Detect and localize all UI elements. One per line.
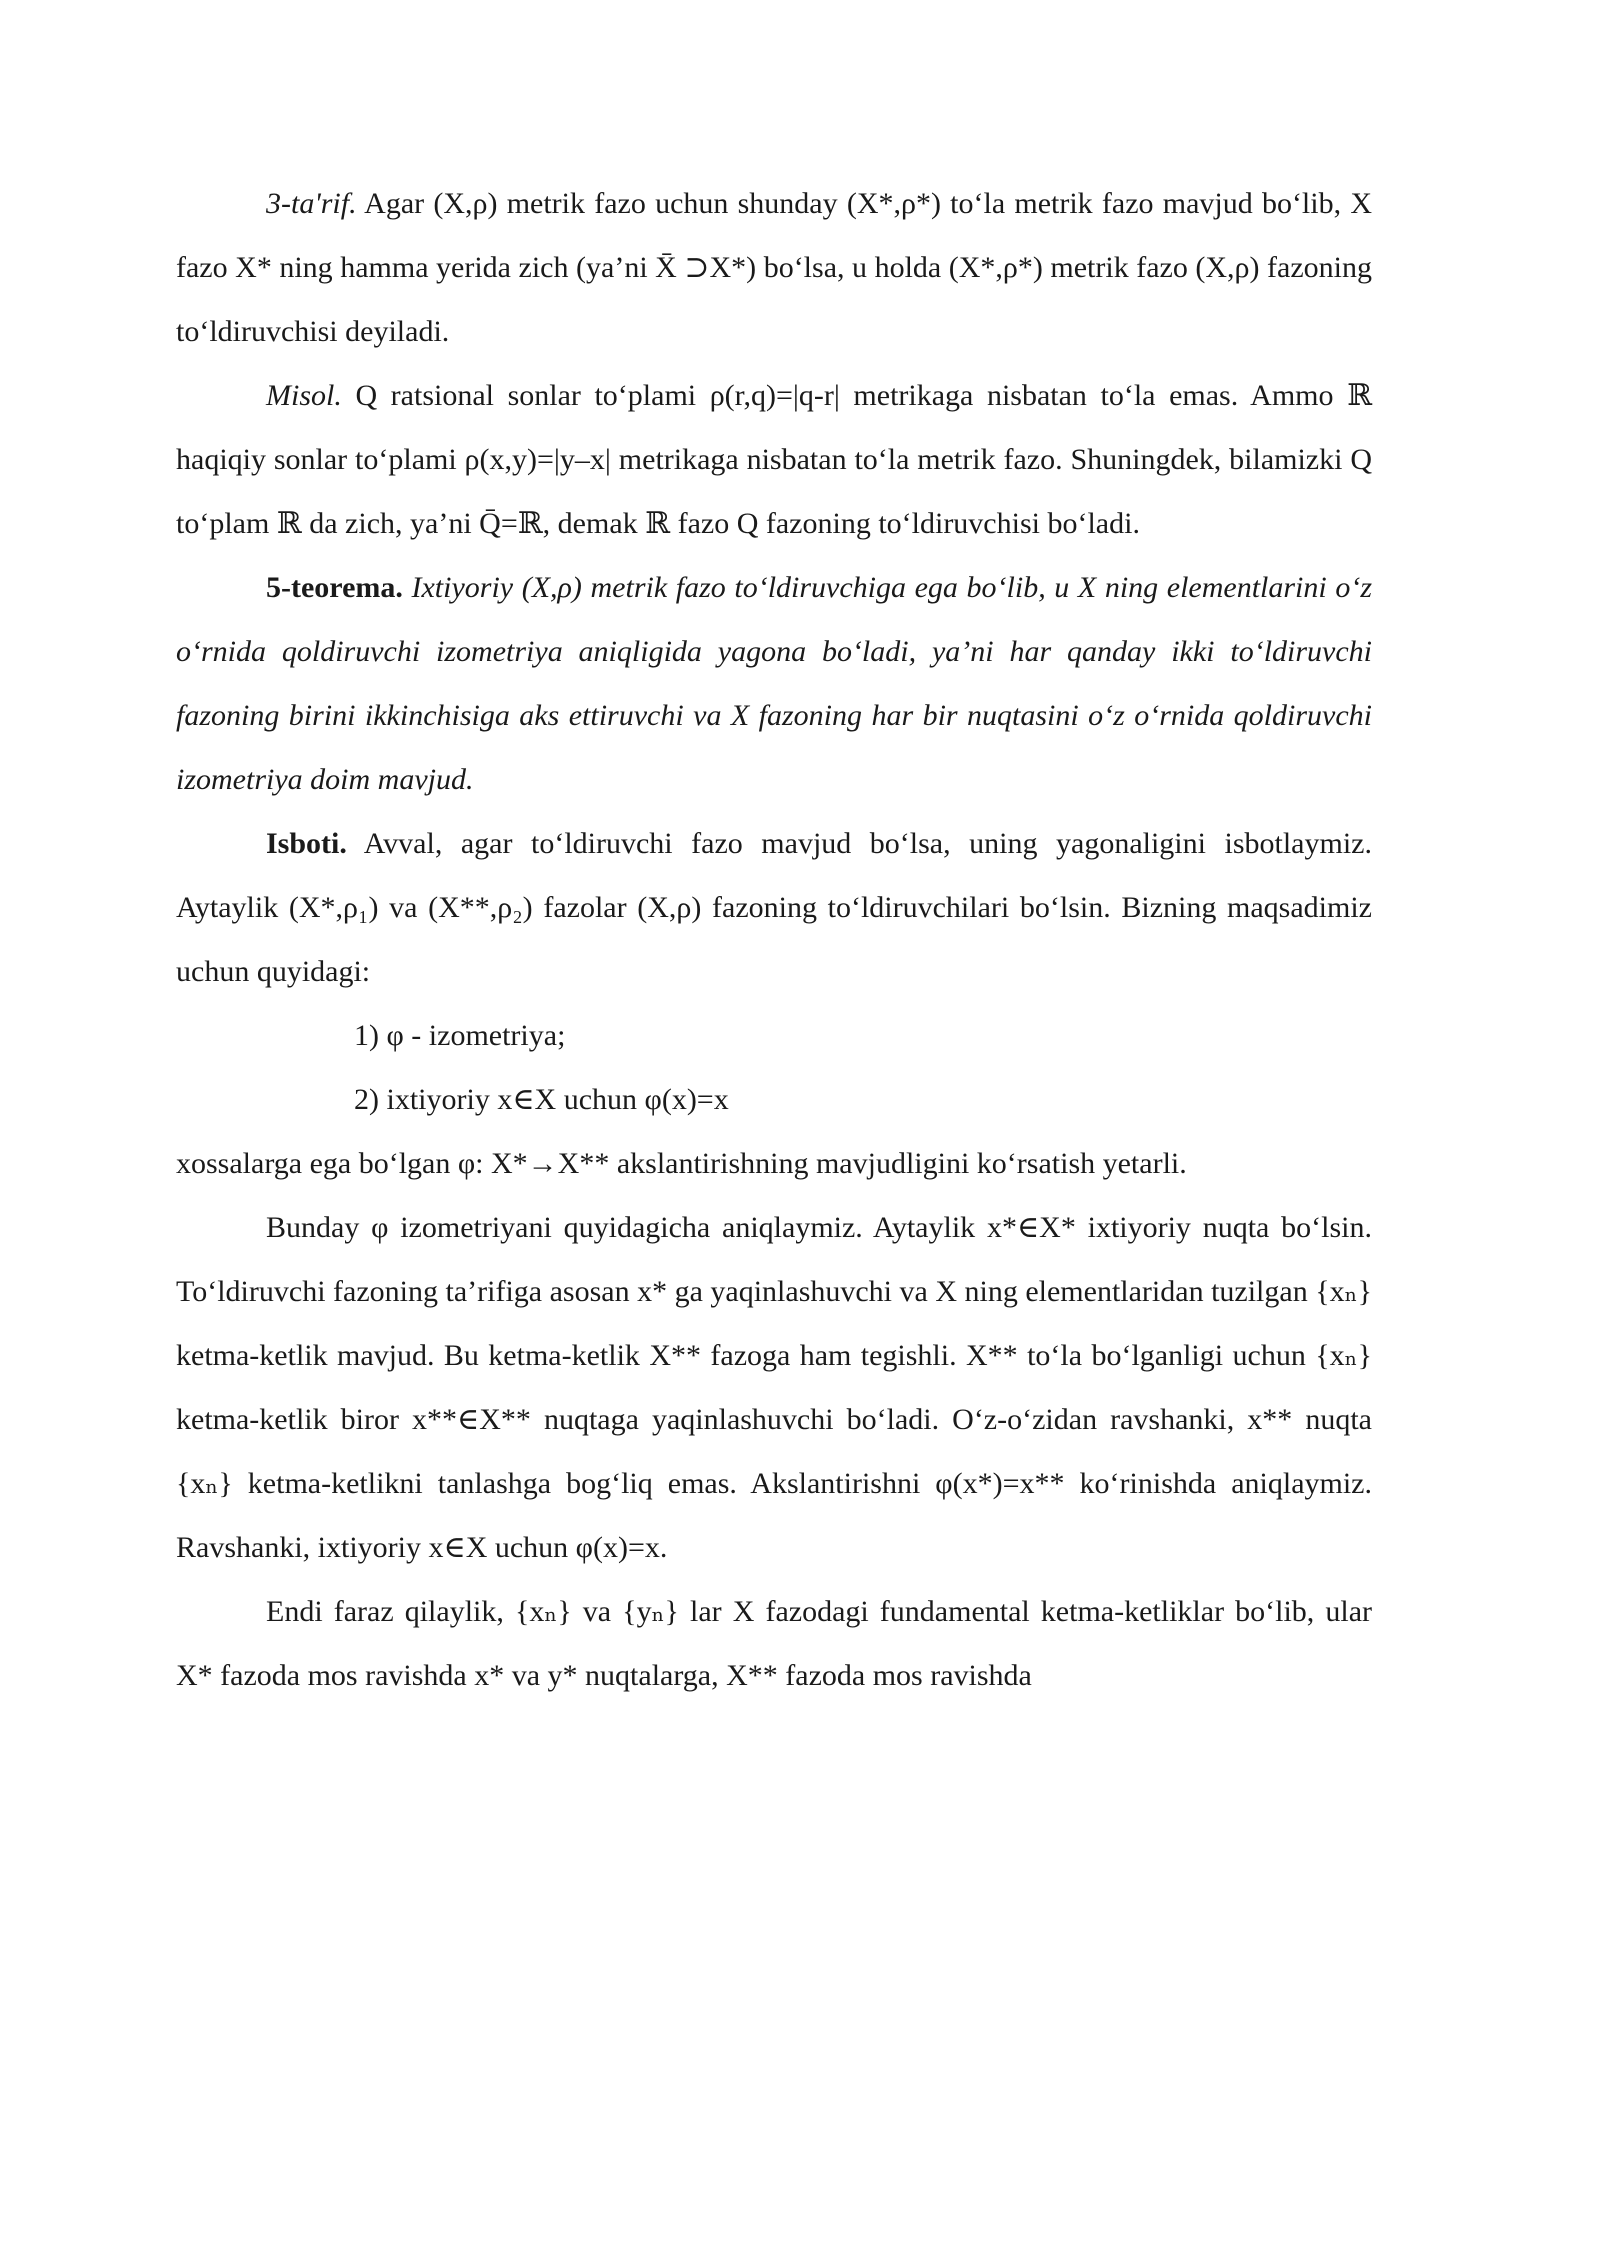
theorem-text: Ixtiyoriy (X,ρ) metrik fazo to‘ldiruvchiga ega bo‘lib, u X ning elementlarini o‘z o‘rnida qoldiruvchi izometriya aniqligida yagona bo‘ladi, ya’ni har qanday ikki to‘ldiruvchi fazoning birini ikkinchisiga aks ettiruvchi va X fazoning har bir nuqtasini o‘z o‘rnida qoldiruvchi izometriya doim mavjud. — [176, 571, 1372, 796]
isometry-paragraph: Bunday φ izometriyani quyidagicha aniqlaymiz. Aytaylik x*∈X* ixtiyoriy nuqta bo‘lsin. To‘ldiruvchi fazoning ta’rifiga asosan x* ga yaqinlashuvchi va X ning elementlaridan tuzilgan {xₙ} ketma-ketlik mavjud. Bu ketma-ketlik X** fazoga ham tegishli. X** to‘la bo‘lganligi uchun {xₙ} ketma-ketlik biror x**∈X** nuqtaga yaqinlashuvchi bo‘ladi. O‘z-o‘zidan ravshanki, x** nuqta {xₙ} ketma-ketlikni tanlashga bog‘liq emas. Akslantirishni φ(x*)=x** ko‘rinishda aniqlaymiz. Ravshanki, ixtiyoriy x∈X uchun φ(x)=x. — [176, 1211, 1372, 1564]
proof-paragraph — [176, 812, 1372, 1004]
proof-label: Isboti. — [266, 827, 347, 860]
definition-text: Agar (X,ρ) metrik fazo uchun shunday (X*,ρ*) to‘la metrik fazo mavjud bo‘lib, X fazo X* ning hamma yerida zich (ya’ni X̄ ⊃X*) bo‘lsa, u holda (X*,ρ*) metrik fazo (X,ρ) fazoning to‘ldiruvchisi deyiladi. — [176, 187, 1372, 348]
definition-label: 3-ta'rif. — [266, 187, 357, 220]
example-text: Q ratsional sonlar to‘plami ρ(r,q)=|q-r| metrikaga nisbatan to‘la emas. Ammo ℝ haqiqiy sonlar to‘plami ρ(x,y)=|y–x| metrikaga nisbatan to‘la metrik fazo. Shuningdek, bilamizki Q to‘plam ℝ da zich, ya’ni Q̄=ℝ, demak ℝ fazo Q fazoning to‘ldiruvchisi bo‘ladi. — [176, 379, 1372, 540]
theorem-label: 5-teorema. — [266, 571, 403, 604]
example-label: Misol. — [266, 379, 342, 412]
example-paragraph — [176, 364, 1372, 556]
final-paragraph: Endi faraz qilaylik, {xₙ} va {yₙ} lar X fazodagi fundamental ketma-ketliklar bo‘lib, ular X* fazoda mos ravishda x* va y* nuqtalarga, X** fazoda mos ravishda — [176, 1595, 1372, 1692]
proof-list-item-2: 2) ixtiyoriy x∈X uchun φ(x)=x — [354, 1083, 729, 1116]
theorem-paragraph — [176, 556, 1372, 812]
proof-after-items: xossalarga ega bo‘lgan φ: X*→X** akslantirishning mavjudligini ko‘rsatish yetarli. — [176, 1147, 1187, 1180]
definition-paragraph — [176, 172, 1372, 364]
proof-list-item-1: 1) φ - izometriya; — [354, 1019, 566, 1052]
document-page — [176, 172, 1372, 1708]
proof-text: Avval, agar to‘ldiruvchi fazo mavjud bo‘lsa, uning yagonaligini isbotlaymiz. Aytaylik (X*,ρ₁) va (X**,ρ₂) fazolar (X,ρ) fazoning to‘ldiruvchilari bo‘lsin. Bizning maqsadimiz uchun quyidagi: — [176, 827, 1372, 988]
